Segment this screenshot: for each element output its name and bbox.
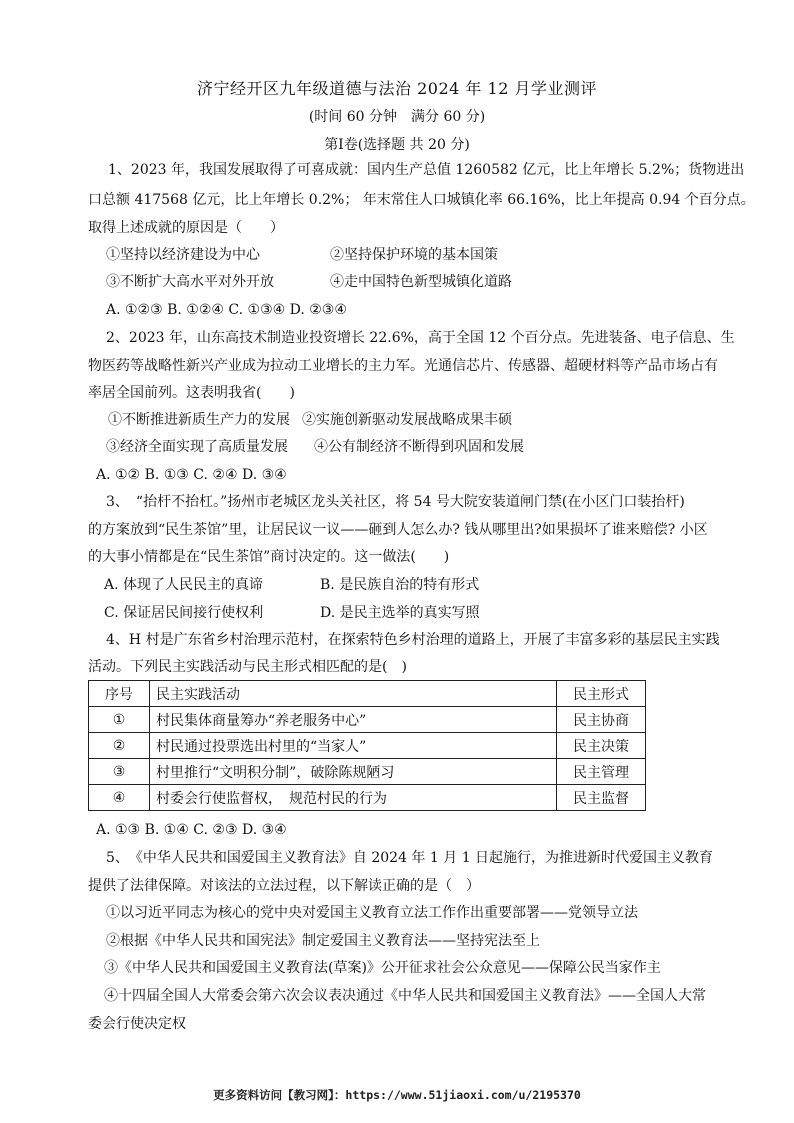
- q2-item-4: ④公有制经济不断得到巩固和发展: [314, 439, 524, 455]
- q3-option-c: C. 保证居民间接行使权利: [104, 605, 264, 621]
- q3-line-3: 的大事小情都是在“民生茶馆”商讨决定的。这一做法( ): [88, 549, 450, 565]
- q4-choices: A. ①③ B. ①④ C. ②③ D. ③④: [96, 822, 287, 838]
- table-cell: ④: [89, 785, 150, 811]
- section-heading: 第Ⅰ卷(选择题 共 20 分): [324, 137, 470, 153]
- q3-option-d: D. 是民主选举的真实写照: [320, 605, 480, 621]
- q1-item-4: ④走中国特色新型城镇化道路: [330, 274, 512, 290]
- q1-line-3: 取得上述成就的原因是（ ）: [88, 220, 284, 236]
- table-cell: 村里推行“文明积分制”，破除陈规陋习: [150, 759, 557, 785]
- q2-item-1: ①不断推进新质生产力的发展: [108, 412, 290, 428]
- table-cell: 民主决策: [557, 733, 646, 759]
- q1-choices: A. ①②③ B. ①②④ C. ①③④ D. ②③④: [106, 302, 347, 318]
- table-cell: 村民通过投票选出村里的“当家人”: [150, 733, 557, 759]
- table-cell: 村委会行使监督权， 规范村民的行为: [150, 785, 557, 811]
- table-cell: ③: [89, 759, 150, 785]
- q5-item-1: ①以习近平同志为核心的党中央对爱国主义教育立法工作作出重要部署——党领导立法: [106, 905, 638, 921]
- q2-line-2: 物医药等战略性新兴产业成为拉动工业增长的主力军。光通信芯片、传感器、超硬材料等产品市场占有: [88, 358, 718, 374]
- q5-item-4-cont: 委会行使决定权: [88, 1016, 186, 1032]
- q2-item-2: ②实施创新驱动发展战略成果丰硕: [302, 412, 512, 428]
- table-cell: 民主监督: [557, 785, 646, 811]
- table-header-cell: 民主形式: [557, 681, 646, 707]
- q2-line-3: 率居全国前列。这表明我省( ): [88, 385, 295, 401]
- q3-option-a: A. 体现了人民民主的真谛: [104, 577, 264, 593]
- table-row: [89, 785, 646, 811]
- table-cell: 民主管理: [557, 759, 646, 785]
- q1-item-3: ③不断扩大高水平对外开放: [106, 274, 274, 290]
- table-row: [89, 733, 646, 759]
- table-cell: ①: [89, 707, 150, 733]
- q4-table: [88, 680, 646, 811]
- q5-item-2: ②根据《中华人民共和国宪法》制定爱国主义教育法——坚持宪法至上: [106, 933, 540, 949]
- table-header-cell: 序号: [89, 681, 150, 707]
- q5-item-4: ④十四届全国人大常委会第六次会议表决通过《中华人民共和国爱国主义教育法》——全国人大常: [104, 988, 706, 1004]
- table-cell: 民主协商: [557, 707, 646, 733]
- exam-title: 济宁经开区九年级道德与法治 2024 年 12 月学业测评: [197, 79, 597, 98]
- exam-subtitle: (时间 60 分钟 满分 60 分): [308, 109, 486, 125]
- table-cell: 村民集体商量筹办“养老服务中心”: [150, 707, 557, 733]
- q2-item-3: ③经济全面实现了高质量发展: [106, 439, 288, 455]
- table-cell: ②: [89, 733, 150, 759]
- q5-line-2: 提供了法律保障。对该法的立法过程，以下解读正确的是（ ）: [88, 878, 480, 894]
- q3-option-b: B. 是民族自治的特有形式: [320, 577, 480, 593]
- q4-line-2: 活动。下列民主实践活动与民主形式相匹配的是( ): [88, 659, 407, 675]
- q1-line-1: 1、2023 年，我国发展取得了可喜成就：国内生产总值 1260582 亿元，比上年增长 5.2%；货物进出: [108, 162, 745, 178]
- q5-line-1: 5、 《中华人民共和国爱国主义教育法》自 2024 年 1 月 1 日起施行，为推进新时代爱国主义教育: [106, 850, 714, 866]
- table-header-cell: 民主实践活动: [150, 681, 557, 707]
- q5-item-3: ③《中华人民共和国爱国主义教育法(草案)》公开征求社会公众意见——保障公民当家作主: [104, 960, 661, 976]
- table-row: [89, 759, 646, 785]
- q4-line-1: 4、H 村是广东省乡村治理示范村，在探索特色乡村治理的道路上，开展了丰富多彩的基层民主实践: [106, 632, 720, 648]
- q1-item-2: ②坚持保护环境的基本国策: [330, 247, 498, 263]
- q3-line-1: 3、 “抬杆不抬杠。”扬州市老城区龙头关社区，将 54 号大院安装道闸门禁(在小区门口装抬杆): [106, 494, 685, 510]
- table-row: [89, 707, 646, 733]
- q2-choices: A. ①② B. ①③ C. ②④ D. ③④: [96, 467, 287, 483]
- q1-line-2: 口总额 417568 亿元，比上年增长 0.2%； 年末常住人口城镇化率 66.16%，比上年提高 0.94 个百分点。: [88, 192, 755, 208]
- q1-item-1: ①坚持以经济建设为中心: [106, 247, 260, 263]
- q2-line-1: 2、2023 年，山东高技术制造业投资增长 22.6%，高于全国 12 个百分点。先进装备、电子信息、生: [106, 330, 735, 346]
- q3-line-2: 的方案放到“民生茶馆”里，让居民议一议——砸到人怎么办? 钱从哪里出?如果损坏了谁来赔偿? 小区: [88, 522, 708, 538]
- footer-link[interactable]: 更多资料访问【教习网】：https://www.51jiaoxi.com/u/2195370: [213, 1088, 581, 1102]
- table-header-row: [89, 681, 646, 707]
